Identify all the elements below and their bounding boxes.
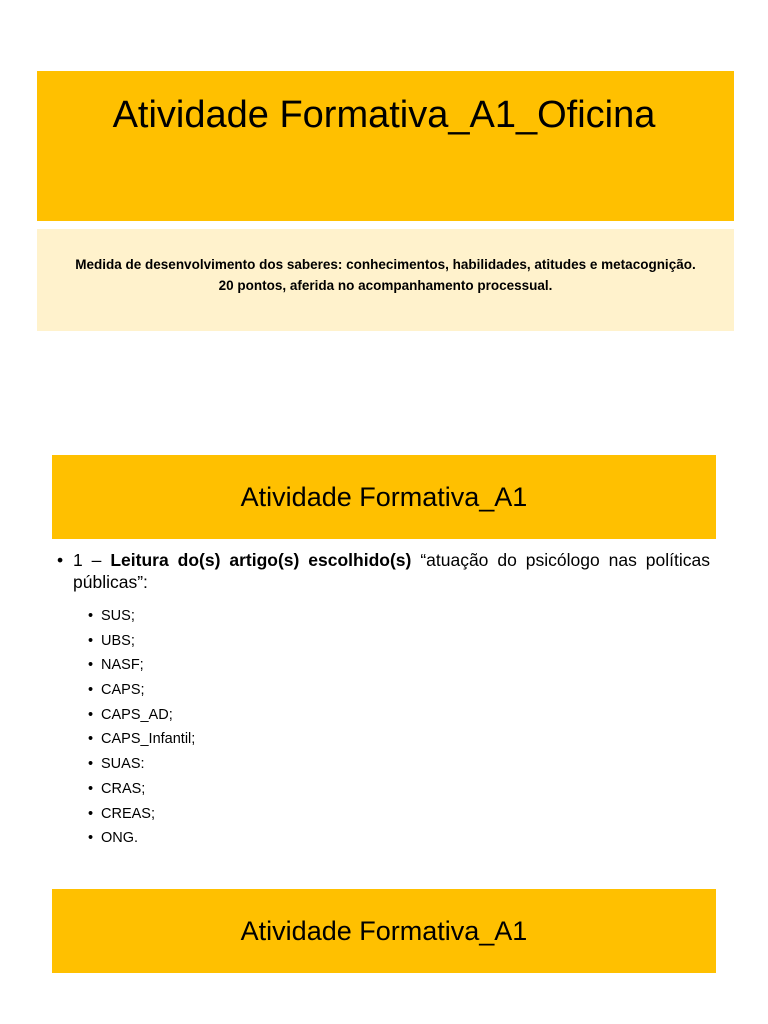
list-item: • CAPS_AD; bbox=[88, 703, 195, 728]
slide2-title: Atividade Formativa_A1 bbox=[240, 482, 528, 512]
slide2-title-band bbox=[52, 455, 716, 539]
bullet-icon: • bbox=[88, 608, 94, 624]
slide1-subtitle-box bbox=[37, 229, 734, 331]
slide2-item-1-rest: “atuação do psicólogo nas políticas públicas”: bbox=[73, 550, 710, 592]
list-item: • ONG. bbox=[88, 826, 195, 851]
bullet-icon: • bbox=[88, 657, 94, 674]
list-item: • CREAS; bbox=[88, 802, 195, 827]
list-item: • CAPS; bbox=[88, 678, 195, 703]
bullet-icon: • bbox=[88, 706, 94, 723]
bullet-icon: • bbox=[57, 550, 64, 570]
list-item: • CAPS_Infantil; bbox=[88, 727, 195, 752]
bullet-icon: • bbox=[88, 756, 94, 773]
slide2-item-1-text bbox=[57, 549, 710, 593]
slide2-item-1-number: 1 – bbox=[73, 550, 111, 570]
bullet-icon: • bbox=[88, 731, 94, 748]
list-item: • NASF; bbox=[88, 653, 195, 678]
slide3-title-band bbox=[52, 889, 716, 973]
list-item: • UBS; bbox=[88, 629, 195, 654]
list-item: • SUAS: bbox=[88, 752, 195, 777]
slide2-sublist bbox=[88, 604, 195, 851]
slide1-title: Atividade Formativa_A1_Oficina bbox=[112, 94, 656, 136]
list-item: • CRAS; bbox=[88, 777, 195, 802]
bullet-icon: • bbox=[88, 780, 94, 797]
bullet-icon: • bbox=[88, 830, 94, 847]
bullet-icon: • bbox=[88, 805, 94, 822]
bullet-icon: • bbox=[88, 632, 94, 649]
slide1-subtitle-line1: Medida de desenvolvimento dos saberes: conhecimentos, habilidades, atitudes e metacognição. bbox=[75, 257, 696, 272]
slide1-subtitle-line2: 20 pontos, aferida no acompanhamento processual. bbox=[218, 278, 553, 293]
bullet-icon: • bbox=[88, 682, 94, 699]
slide3-title: Atividade Formativa_A1 bbox=[240, 916, 528, 946]
list-item: • SUS; bbox=[88, 604, 195, 629]
slide2-item-1-bold: Leitura do(s) artigo(s) escolhido(s) bbox=[110, 550, 412, 570]
slide2-item-1 bbox=[57, 549, 710, 593]
